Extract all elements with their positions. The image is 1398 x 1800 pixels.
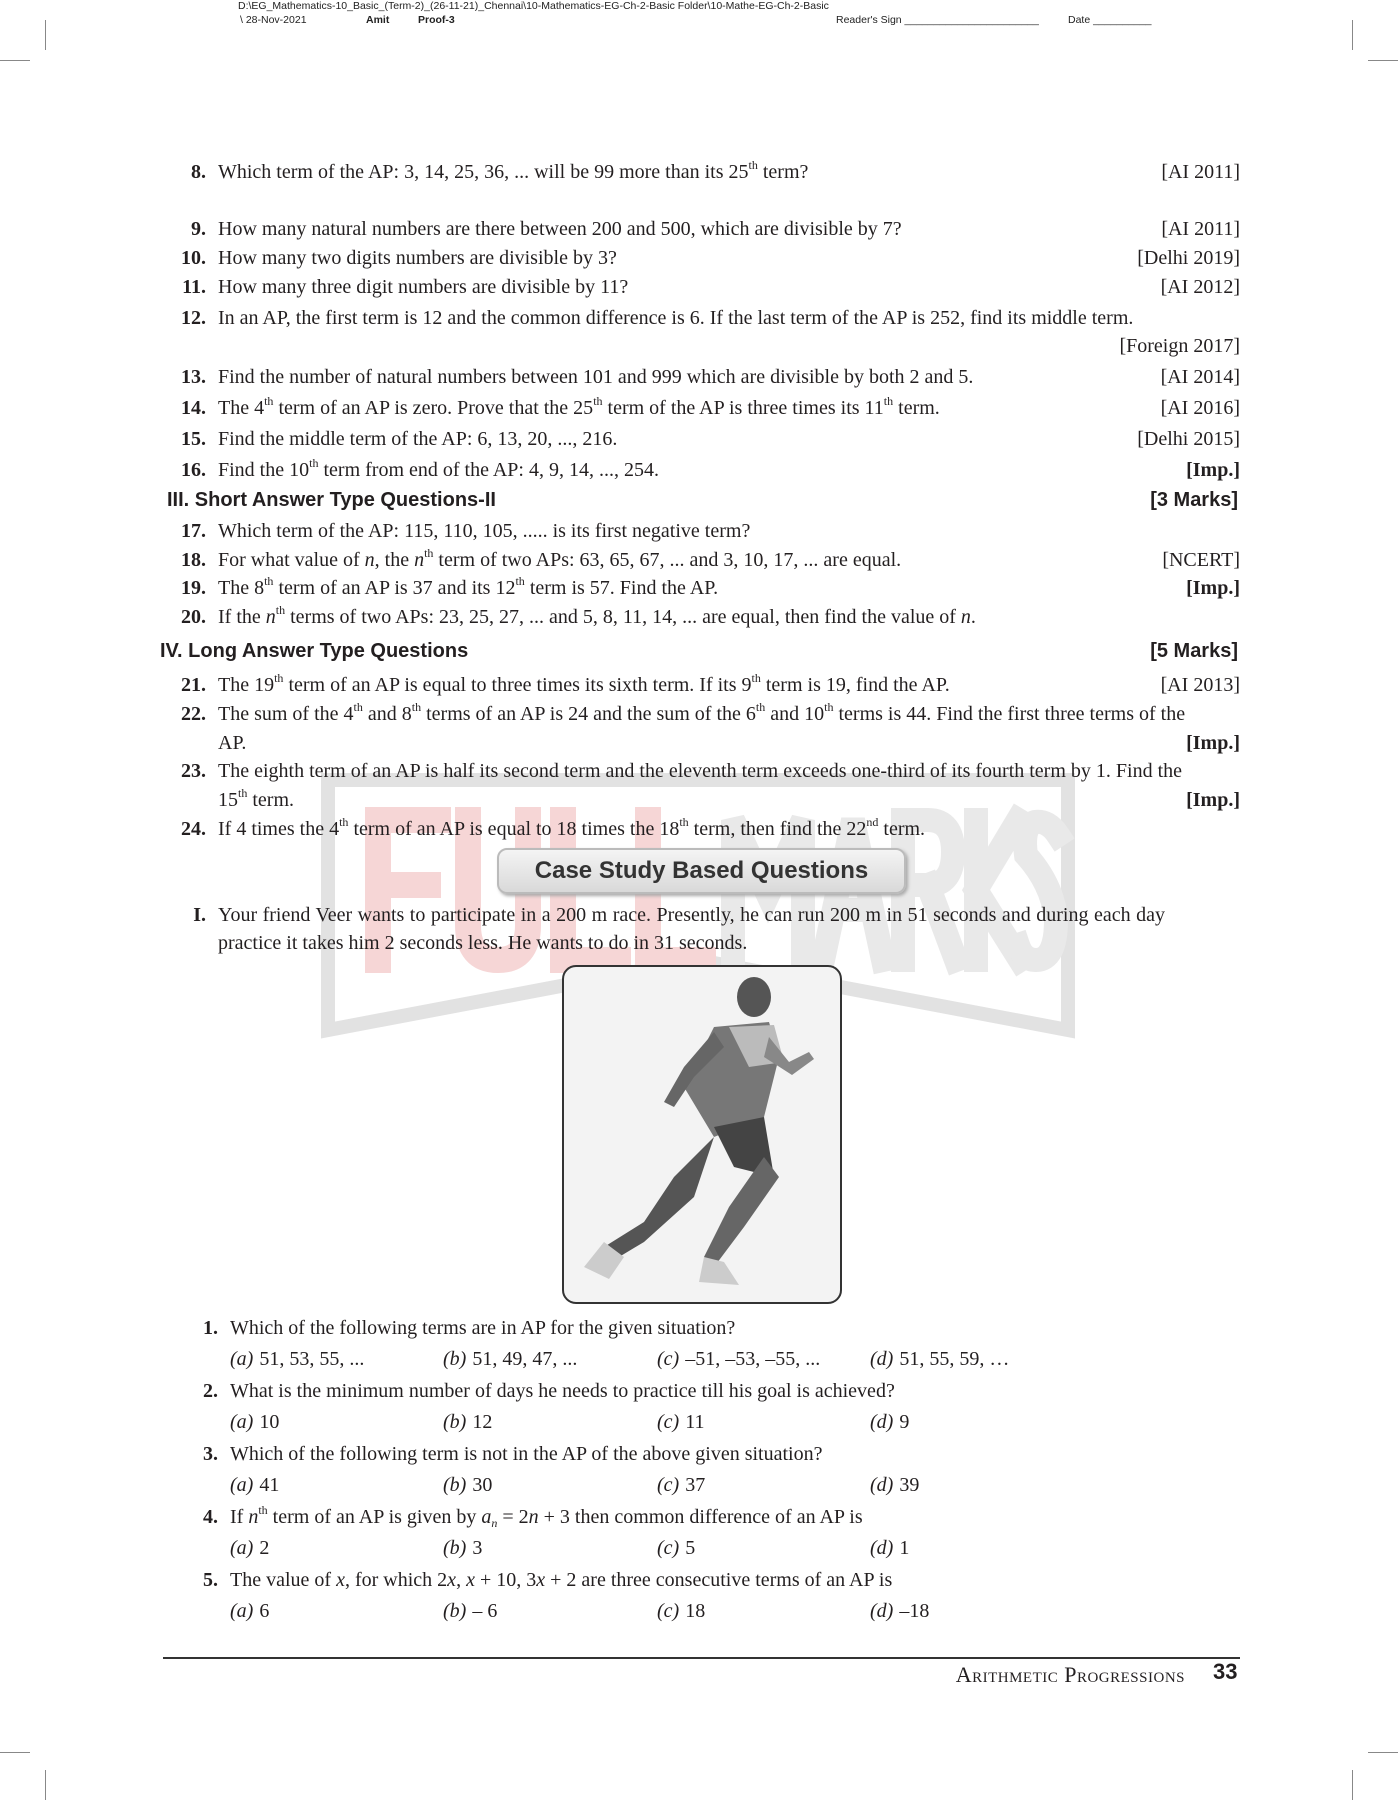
question-text: How many two digits numbers are divisible by 3? — [218, 247, 617, 269]
option-letter: (a) — [230, 1348, 254, 1370]
mcq-option[interactable] — [657, 1411, 704, 1434]
mcq-number: 1. — [203, 1317, 218, 1339]
option-value: 1 — [899, 1537, 910, 1559]
mcq-option[interactable] — [657, 1600, 705, 1623]
question-source: [AI 2011] — [1161, 161, 1240, 183]
question-source: [Imp.] — [1186, 732, 1240, 754]
question-number: 23. — [181, 760, 206, 782]
mcq-number: 3. — [203, 1443, 218, 1465]
question-number: 24. — [181, 818, 206, 840]
case-study-heading: Case Study Based Questions — [497, 848, 906, 894]
option-letter: (a) — [230, 1537, 254, 1559]
question-source: [Imp.] — [1186, 577, 1240, 599]
option-value: –51, –53, –55, ... — [685, 1348, 821, 1370]
question-number: 18. — [181, 549, 206, 571]
question-number: 17. — [181, 520, 206, 542]
crop-mark — [1368, 1752, 1398, 1753]
mcq-option[interactable] — [230, 1600, 269, 1623]
question-source: [Imp.] — [1186, 459, 1240, 481]
option-value: 41 — [259, 1474, 280, 1496]
question-source: [AI 2012] — [1160, 276, 1240, 298]
mcq-option[interactable] — [230, 1411, 279, 1434]
section-heading-short-answer: III. Short Answer Type Questions-II — [167, 489, 496, 511]
mcq-option[interactable] — [443, 1348, 577, 1371]
mcq-text: Which of the following terms are in AP for the given situation? — [230, 1317, 736, 1339]
option-value: 37 — [685, 1474, 706, 1496]
file-path: D:\EG_Mathematics-10_Basic_(Term-2)_(26-11-21)_Chennai\10-Mathematics-EG-Ch-2-Basic Folder\10-Mathe-EG-Ch-2-Basic — [238, 0, 829, 12]
page-number: 33 — [1213, 1659, 1238, 1684]
option-value: 10 — [259, 1411, 280, 1433]
option-letter: (c) — [657, 1411, 680, 1433]
mcq-number: 4. — [203, 1506, 218, 1528]
crop-mark — [1352, 20, 1353, 50]
mcq-option[interactable] — [230, 1474, 279, 1497]
mcq-text: What is the minimum number of days he needs to practice till his goal is achieved? — [230, 1380, 895, 1402]
option-value: 3 — [472, 1537, 483, 1559]
question-number: 22. — [181, 703, 206, 725]
mcq-option[interactable] — [657, 1348, 820, 1371]
question-number: 8. — [191, 161, 206, 183]
question-source: [AI 2013] — [1160, 674, 1240, 696]
mcq-option[interactable] — [870, 1537, 909, 1560]
crop-mark — [0, 1752, 30, 1753]
mcq-text: If $n^{th}$ term of an AP is given by $a_n = 2n + 3$ then common difference of an AP is — [230, 1503, 863, 1530]
option-value: 30 — [472, 1474, 493, 1496]
passage-line: practice it takes him 2 seconds less. He wants to do in 31 seconds. — [218, 932, 748, 954]
option-value: 5 — [685, 1537, 696, 1559]
question-text: Find the 10th term from end of the AP: 4, 9, 14, ..., 254. — [218, 456, 659, 481]
mcq-option[interactable] — [870, 1600, 929, 1623]
option-value: 6 — [259, 1600, 270, 1622]
question-number: 21. — [181, 674, 206, 696]
option-value: –18 — [899, 1600, 930, 1622]
mcq-option[interactable] — [230, 1537, 269, 1560]
question-number: 14. — [181, 397, 206, 419]
option-letter: (d) — [870, 1474, 894, 1496]
question-text: The sum of the 4th and 8th terms of an AP is 24 and the sum of the 6th and 10th terms is 44. Find the first three terms of the — [218, 700, 1186, 725]
question-number: 9. — [191, 218, 206, 240]
question-source: [NCERT] — [1162, 549, 1240, 571]
option-letter: (b) — [443, 1600, 467, 1622]
option-value: 9 — [899, 1411, 910, 1433]
option-value: 51, 55, 59, … — [899, 1348, 1010, 1370]
mcq-number: 2. — [203, 1380, 218, 1402]
question-source: [Foreign 2017] — [1119, 335, 1240, 357]
author: Amit — [366, 14, 390, 26]
question-number: 10. — [181, 247, 206, 269]
mcq-option[interactable] — [230, 1348, 364, 1371]
option-letter: (a) — [230, 1474, 254, 1496]
question-number: 15. — [181, 428, 206, 450]
runner-image — [562, 965, 842, 1304]
footer-rule — [163, 1657, 1240, 1659]
mcq-option[interactable] — [443, 1474, 492, 1497]
option-letter: (d) — [870, 1600, 894, 1622]
chapter-title: Arithmetic Progressions — [955, 1662, 1185, 1687]
question-text: If 4 times the 4th term of an AP is equal to 18 times the 18th term, then find the 22nd term. — [218, 815, 926, 840]
crop-mark — [45, 1770, 46, 1800]
option-value: – 6 — [472, 1600, 498, 1622]
question-text: In an AP, the first term is 12 and the common difference is 6. If the last term of the AP is 252, find its middle term. — [218, 307, 1134, 329]
option-letter: (a) — [230, 1411, 254, 1433]
option-value: 51, 53, 55, ... — [259, 1348, 365, 1370]
question-text: The 8th term of an AP is 37 and its 12th term is 57. Find the AP. — [218, 574, 719, 599]
question-number: 12. — [181, 307, 206, 329]
mcq-text: Which of the following term is not in the AP of the above given situation? — [230, 1443, 823, 1465]
question-text: Which term of the AP: 3, 14, 25, 36, ... will be 99 more than its 25th term? — [218, 158, 809, 183]
date-field: Date __________ — [1068, 14, 1152, 26]
question-source: [Delhi 2015] — [1137, 428, 1240, 450]
question-text: The 4th term of an AP is zero. Prove that the 25th term of the AP is three times its 11th term. — [218, 394, 940, 419]
section-marks: [5 Marks] — [1150, 640, 1238, 662]
crop-mark — [1368, 60, 1398, 61]
option-letter: (b) — [443, 1474, 467, 1496]
proof-label: Proof-3 — [418, 14, 455, 26]
mcq-option[interactable] — [657, 1474, 705, 1497]
option-value: 39 — [899, 1474, 920, 1496]
question-source: [Delhi 2019] — [1137, 247, 1240, 269]
runner-icon — [564, 967, 840, 1302]
question-number: 19. — [181, 577, 206, 599]
option-letter: (b) — [443, 1411, 467, 1433]
option-letter: (c) — [657, 1600, 680, 1622]
option-letter: (d) — [870, 1348, 894, 1370]
mcq-option[interactable] — [443, 1600, 497, 1623]
question-text: Which term of the AP: 115, 110, 105, ..... is its first negative term? — [218, 520, 751, 542]
crop-mark — [0, 60, 30, 61]
option-letter: (c) — [657, 1474, 680, 1496]
question-number: 13. — [181, 366, 206, 388]
mcq-option[interactable] — [657, 1537, 695, 1560]
crop-mark — [1352, 1770, 1353, 1800]
option-letter: (d) — [870, 1411, 894, 1433]
question-text: For what value of n, the $n^{th}$ term of two APs: 63, 65, 67, ... and 3, 10, 17, ... are equal. — [218, 546, 902, 571]
question-text: Find the number of natural numbers between 101 and 999 which are divisible by both 2 and 5. — [218, 366, 974, 388]
question-number: 20. — [181, 606, 206, 628]
mcq-option[interactable] — [870, 1411, 909, 1434]
question-text: The eighth term of an AP is half its second term and the eleventh term exceeds one-third of its fourth term by 1. Find the — [218, 760, 1183, 782]
proof-date: \ 28-Nov-2021 — [240, 14, 307, 26]
mcq-option[interactable] — [870, 1348, 1009, 1371]
section-marks: [3 Marks] — [1150, 489, 1238, 511]
passage-line: Your friend Veer wants to participate in a 200 m race. Presently, he can run 200 m in 51 seconds and during each day — [218, 904, 1165, 926]
question-text: 15th term. — [218, 786, 294, 811]
option-value: 2 — [259, 1537, 270, 1559]
question-text: How many natural numbers are there between 200 and 500, which are divisible by 7? — [218, 218, 902, 240]
section-heading-long-answer: IV. Long Answer Type Questions — [160, 640, 469, 662]
option-letter: (b) — [443, 1537, 467, 1559]
question-source: [AI 2014] — [1160, 366, 1240, 388]
question-text: Find the middle term of the AP: 6, 13, 20, ..., 216. — [218, 428, 618, 450]
option-value: 11 — [685, 1411, 705, 1433]
question-source: [AI 2016] — [1160, 397, 1240, 419]
question-text: How many three digit numbers are divisible by 11? — [218, 276, 629, 298]
mcq-text: The value of x, for which 2x, x + 10, 3x + 2 are three consecutive terms of an AP is — [230, 1569, 893, 1591]
mcq-option[interactable] — [870, 1474, 919, 1497]
mcq-number: 5. — [203, 1569, 218, 1591]
question-text: The 19th term of an AP is equal to three times its sixth term. If its 9th term is 19, find the AP. — [218, 671, 950, 696]
question-source: [Imp.] — [1186, 789, 1240, 811]
option-letter: (b) — [443, 1348, 467, 1370]
option-letter: (d) — [870, 1537, 894, 1559]
option-letter: (a) — [230, 1600, 254, 1622]
crop-mark — [45, 20, 46, 50]
question-text: AP. — [218, 732, 247, 754]
readers-sign: Reader's Sign _______________________ — [836, 14, 1039, 26]
option-value: 18 — [685, 1600, 706, 1622]
question-text: If the $n^{th}$ terms of two APs: 23, 25, 27, ... and 5, 8, 11, 14, ... are equal, then find the value of n. — [218, 603, 976, 628]
question-number: 11. — [182, 276, 206, 298]
case-number: I. — [193, 904, 206, 926]
mcq-option[interactable] — [443, 1537, 482, 1560]
question-number: 16. — [181, 459, 206, 481]
option-value: 51, 49, 47, ... — [472, 1348, 578, 1370]
option-letter: (c) — [657, 1537, 680, 1559]
mcq-option[interactable] — [443, 1411, 492, 1434]
option-value: 12 — [472, 1411, 493, 1433]
option-letter: (c) — [657, 1348, 680, 1370]
question-source: [AI 2011] — [1161, 218, 1240, 240]
